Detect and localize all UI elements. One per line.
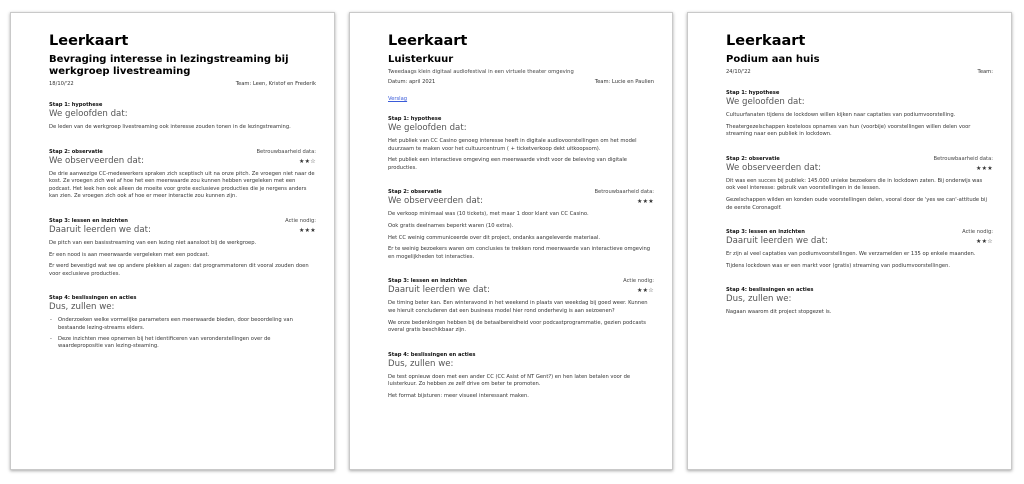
step-label: Stap 4: beslissingen en acties <box>49 295 137 302</box>
step-paragraph: Nagaan waarom dit project stopgezet is. <box>726 309 832 316</box>
action-stars: ★★☆ <box>636 287 654 295</box>
decision-list <box>49 317 316 350</box>
report-link[interactable]: Verslag <box>388 96 408 102</box>
card-date: Datum: april 2021 <box>388 79 436 85</box>
step-observation <box>726 156 993 212</box>
step-paragraph: Het publiek van CC Casino genoeg interesse heeft in digitale audiovoorstellingen om het model duurzaam te maken voor het cultuurcentrum ( + ticketverkoop dekt uitkoopsom). <box>388 138 637 152</box>
card-subtitle: Tweedaags klein digitaal audiofestival in een virtuele theater omgeving <box>388 69 574 75</box>
card-brand: Leerkaart <box>726 33 806 49</box>
step-paragraph: Er zijn al veel captaties van podiumvoorstellingen. We verzamelden er 135 op enkele maanden. <box>726 251 976 258</box>
step-paragraph: De leden van de werkgroep livestreaming ook interesse zouden tonen in de lezingstreaming. <box>49 124 291 130</box>
step-heading: Daaruit leerden we dat: <box>49 224 151 235</box>
step-label: Stap 2: observatie <box>388 189 442 196</box>
step-observation <box>388 189 654 261</box>
step-label: Stap 3: lessen en inzichten <box>726 229 805 236</box>
step-paragraph: Er werd bevestigd wat we op andere plekken al zagen: dat programmatoren dit vooral zouden doen voor exclusieve producties. <box>49 263 309 277</box>
step-paragraph: Gezelschappen wilden en konden oude voorstellingen delen, vooral door de 'yes we can'-attitude bij de eerste Coronagolf. <box>726 196 987 211</box>
action-stars: ★★☆ <box>975 238 993 246</box>
step-hypothesis <box>388 116 654 172</box>
step-label: Stap 2: observatie <box>726 155 780 162</box>
list-item: - Deze inzichten mee opnemen bij het identificeren van veronderstellingen over de waardepropositie van lezing-steaming. <box>58 336 316 351</box>
step-decisions <box>388 352 654 401</box>
card-title: Podium aan huis <box>726 54 820 65</box>
card-meta <box>49 81 316 88</box>
learning-card-luisterkuur <box>349 12 673 470</box>
step-paragraph: Het CC weinig communiceerde over dit project, ondanks aangeleverde materiaal. <box>388 234 600 241</box>
card-meta <box>726 69 993 76</box>
card-meta <box>388 79 654 86</box>
step-paragraph: De drie aanwezige CC-medewerkers spraken zich sceptisch uit na onze pitch. Ze vroegen niet naar de kost. Ze vroegen zich wel af hoe het een meerwaarde zou kunnen hebben vergeleken met een podcast. Het leek hen ook alleen de moeite voor grote exclusieve producties die je nergens anders kan zien. Ze vroegen zich ook af hoe er meer interactie zou kunnen zijn. <box>49 170 315 200</box>
step-insights <box>388 278 654 334</box>
step-insights <box>49 218 316 278</box>
step-paragraph: We onze bedenkingen hebben bij de betaalbereidheid voor podcastprogrammatie, gezien podcasts overal gratis beschikbaar zijn. <box>388 319 646 334</box>
step-heading: We observeerden dat: <box>49 155 144 166</box>
step-paragraph: Het publiek een interactieve omgeving een meerwaarde vindt voor de beleving van digitale producties. <box>388 157 627 171</box>
step-decisions <box>726 287 993 317</box>
step-label: Stap 3: lessen en inzichten <box>49 217 128 224</box>
step-insights <box>726 229 993 270</box>
step-label: Stap 1: hypothese <box>726 90 780 96</box>
step-hypothesis <box>49 102 316 132</box>
step-heading: Daaruit leerden we dat: <box>726 236 828 247</box>
step-paragraph: De timing beter kan. Een winteravond in het weekend in plaats van weekdag bij goed weer. Kunnen we hieruit concluderen dat een business model hier rond onderhevig is aan seizoenen? <box>388 300 648 314</box>
step-heading: Dus, zullen we: <box>49 302 115 313</box>
step-label: Stap 2: observatie <box>49 148 103 155</box>
step-label: Stap 1: hypothese <box>49 102 103 108</box>
learning-card-podium-aan-huis <box>687 12 1012 470</box>
step-paragraph: De test opnieuw doen met een ander CC (CC Asist of NT Gent?) en hen laten betalen voor de luisterkuur. Zo hebben ze zelf drive om beter te promoten. <box>388 373 631 388</box>
learning-card-lecture-streaming <box>10 12 335 470</box>
step-paragraph: Er een nood is aan meerwaarde vergeleken met een podcast. <box>49 251 210 258</box>
step-paragraph: Er te weinig bezoekers waren om conclusies te trekken rond meerwaarde van interactieve omgeving en mogelijkheden tot interacties. <box>388 246 651 260</box>
action-needed-label: Actie nodig: <box>962 229 993 236</box>
reliability-stars: ★★★ <box>975 164 993 172</box>
step-label: Stap 4: beslissingen en acties <box>726 287 814 294</box>
step-paragraph: De pitch van een basisstreaming van een lezing niet aansloot bij de werkgroep. <box>49 239 257 246</box>
card-date: 18/10/'22 <box>49 81 74 87</box>
step-heading: We observeerden dat: <box>388 196 483 207</box>
card-title: Luisterkuur <box>388 54 454 65</box>
step-label: Stap 3: lessen en inzichten <box>388 278 467 285</box>
card-team: Team: <box>977 69 993 75</box>
step-label: Stap 1: hypothese <box>388 116 442 122</box>
step-heading: Dus, zullen we: <box>726 294 792 305</box>
action-stars: ★★★ <box>298 226 316 234</box>
action-needed-label: Actie nodig: <box>285 217 316 224</box>
card-date: 24/10/'22 <box>726 69 751 75</box>
step-heading: Daaruit leerden we dat: <box>388 285 490 296</box>
step-hypothesis <box>726 90 993 139</box>
step-label: Stap 4: beslissingen en acties <box>388 351 476 358</box>
reliability-stars: ★★☆ <box>298 157 316 165</box>
step-heading: We observeerden dat: <box>726 162 821 173</box>
step-paragraph: Theatergezelschappen kosteloos opnames van hun (voorbije) voorstellingen willen delen voor streaming naar een publiek in lockdown. <box>726 123 971 138</box>
step-heading: We geloofden dat: <box>726 97 805 107</box>
step-heading: We geloofden dat: <box>388 123 467 133</box>
step-paragraph: Dit was een succes bij publiek: 145.000 unieke bezoekers die in lockdown zaten. Bij onderwijs was ook veel interesse: gebruik van voorstellingen in de lessen. <box>726 177 983 192</box>
action-needed-label: Actie nodig: <box>623 278 654 285</box>
card-team: Team: Lucie en Paulien <box>594 79 654 85</box>
list-item: - Onderzoeken welke vormelijke parameters een meerwaarde bieden, door beoordeling van bestaande lezing-streams elders. <box>58 317 316 332</box>
data-reliability-label: Betrouwbaarheid data: <box>933 155 993 162</box>
card-title: Bevraging interesse in lezingstreaming bij werkgroep livestreaming <box>49 54 289 77</box>
card-brand: Leerkaart <box>388 33 468 49</box>
step-heading: We geloofden dat: <box>49 109 128 119</box>
step-paragraph: Tijdens lockdown was er een markt voor (gratis) streaming van podiumvoorstellingen. <box>726 262 951 269</box>
card-brand: Leerkaart <box>49 33 129 49</box>
step-paragraph: Ook gratis deelnames beperkt waren (10 extra). <box>388 222 514 229</box>
step-paragraph: De verkoop minimaal was (10 tickets), met maar 1 door klant van CC Casino. <box>388 211 589 218</box>
data-reliability-label: Betrouwbaarheid data: <box>594 189 654 196</box>
card-team: Team: Leen, Kristof en Frederik <box>235 81 316 87</box>
data-reliability-label: Betrouwbaarheid data: <box>256 148 316 155</box>
step-decisions <box>49 295 316 350</box>
step-paragraph: Het format bijsturen: meer visueel interessant maken. <box>388 392 529 399</box>
reliability-stars: ★★★ <box>636 198 654 206</box>
step-observation <box>49 149 316 201</box>
step-heading: Dus, zullen we: <box>388 358 454 369</box>
step-paragraph: Cultuurfanaten tijdens de lockdown willen kijken naar captaties van podiumvoorstelling. <box>726 112 956 118</box>
